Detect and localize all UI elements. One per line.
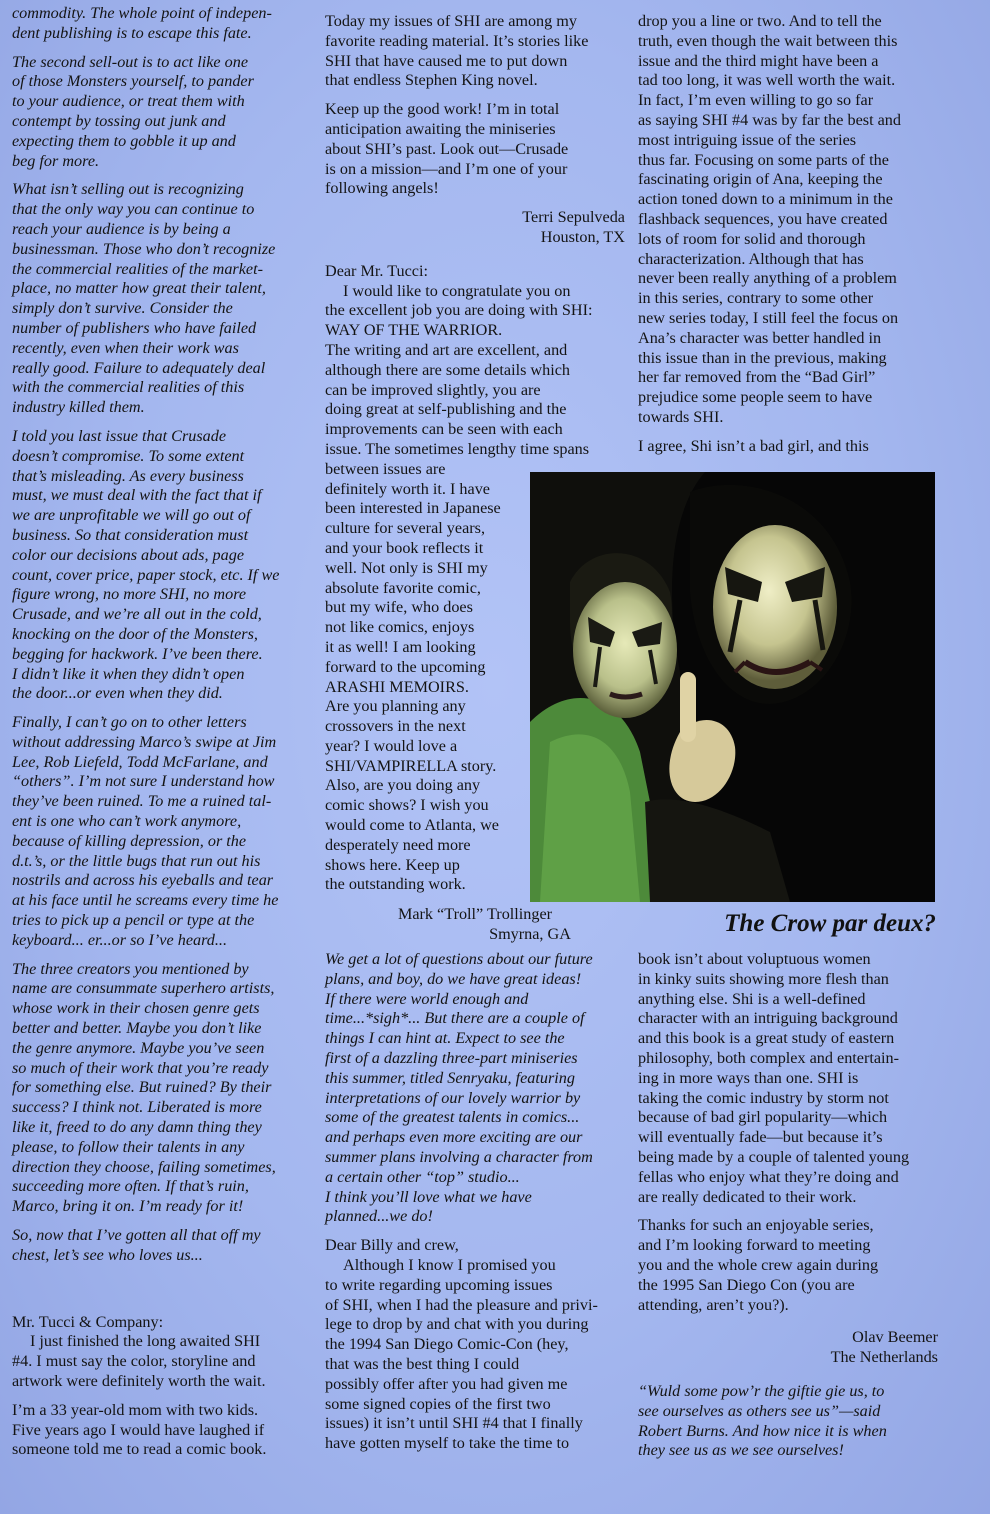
letter-body: drop you a line or two. And to tell the truth, even though the wait between this issue and the third might have been a tad too long, it was well worth the wait. In fact, I’m even willing to go so far as saying SHI #4 was by far the best and most intriguing issue of the series thus far. Focusing on some parts of the fascinating origin of Ana, keeping the action toned down to a minimum in the flashback sequences, you have created lots of room for solid and thorough characterization. Although that has never been really anything of a problem in this series, contrary to some other new series today, I still feel the focus on Ana’s character was better handled in this issue than in the previous, making her far removed from the “Bad Girl” prejudice some people seem to have towards SHI. (638, 12, 901, 426)
editorial-paragraph: The second sell-out is to act like one of those Monsters yourself, to pander to your audience, or treat them with contempt by tossing out junk and expecting them to gobble it up and beg for more. (12, 52, 254, 170)
editorial-paragraph: I told you last issue that Crusade doesn’t compromise. To some extent that’s misleading. As every business must, we must deal with the fact that if we are unprofitable we will go out of business. So that consideration must color our decisions about ads, page count, cover price, paper stock, etc. If we figure wrong, no more SHI, no more Crusade, and we’re all out in the cold, knocking on the door of the Monsters, begging for hackwork. I’ve been there. I didn’t like it when they didn’t open the door...or even when they did. (12, 426, 280, 703)
letter-paragraph: book isn’t about voluptuous women in kinky suits showing more flesh than anything else. Shi is a well-defined character with an intriguing background and this book is a great study of eastern philosophy, both complex and entertain- ing in more ways than one. SHI is taking the comic industry by storm not because of bad girl popularity—which will eventually fade—but because it’s being made by a couple of talented young fellas who enjoy what they’re doing and are really dedicated to their work. (638, 950, 910, 1206)
editorial-paragraph: The three creators you mentioned by name are consummate superhero artists, whose work in their chosen genre gets better and better. Maybe you don’t like the genre anymore. Maybe you’ve seen so much of their work that you’re ready for something else. But ruined? By their success? I think not. Liberated is more like it, freed to do any damn thing they please, to follow their talents in any direction they choose, failing sometimes, succeeding more often. If that’s ruin, Marco, bring it on. I’m ready for it! (12, 959, 276, 1216)
letter-signature: Olav Beemer The Netherlands (830, 1328, 938, 1367)
letter-signature: Terri Sepulveda Houston, TX (522, 208, 625, 246)
crow-photo (530, 472, 935, 902)
editorial-text (12, 4, 312, 1266)
letter-paragraph: Today my issues of SHI are among my favorite reading material. It’s stories like SHI that have caused me to put down that endless Stephen King novel. (325, 12, 589, 90)
editorial-paragraph: So, now that I’ve gotten all that off my chest, let’s see who loves us... (12, 1226, 261, 1264)
column-1 (12, 4, 312, 1469)
letter-body: I agree, Shi isn’t a bad girl, and this (638, 436, 869, 455)
letter-paragraph: I’m a 33 year-old mom with two kids. Five years ago I would have laughed if someone told me to read a comic book. (12, 1400, 267, 1459)
letter-paragraph: I just finished the long awaited SHI #4. I must say the color, storyline and artwork were definitely worth the wait. (12, 1332, 266, 1390)
letter-signature: Mark “Troll” Trollinger Smyrna, GA (397, 905, 571, 944)
column-2-bottom (325, 950, 625, 1454)
letter-salutation: Dear Mr. Tucci: (325, 261, 428, 280)
editor-reply: We get a lot of questions about our future plans, and boy, do we have great ideas! If there were world enough and time...*sigh*... But there are a couple of things I can hint at. Expect to see the first of a dazzling three-part miniseries this summer, titled Senryaku, featuring interpretations of our lovely warrior by some of the greatest talents in comics... and perhaps even more exciting are our summer plans involving a character from a certain other “top” studio... I think you’ll love what we have planned...we do! (325, 950, 593, 1226)
letter-body: I would like to congratulate you on the excellent job you are doing with SHI: WAY OF THE WARRIOR. The writing and art are excellent, and although there are some details which can be improved slightly, you are doing great at self-publishing and the improvements can be seen with each issue. The sometimes lengthy time spans between issues are definitely worth it. I have been interested in Japanese culture for several years, and your book reflects it well. Not only is SHI my absolute favorite comic, but my wife, who does not like comics, enjoys it as well! I am looking forward to the upcoming ARASHI MEMOIRS. Are you planning any crossovers in the next year? I would love a SHI/VAMPIRELLA story. Also, are you doing any comic shows? I wish you would come to Atlanta, we desperately need more shows here. Keep up the outstanding work. (325, 281, 593, 894)
letter-paragraph: Keep up the good work! I’m in total anticipation awaiting the miniseries about SHI’s past. Look out—Crusade is on a mission—and I’m one of your following angels! (325, 100, 569, 198)
editorial-paragraph: What isn’t selling out is recognizing that the only way you can continue to reach your audience is by being a businessman. Those who don’t recognize the commercial realities of the market- place, no matter how great their talent, simply don’t survive. Consider the number of publishers who have failed recently, even when their work was really good. Failure to adequately deal with the commercial realities of this industry killed them. (12, 180, 276, 417)
column-3-top (638, 12, 938, 457)
editorial-paragraph: Finally, I can’t go on to other letters without addressing Marco’s swipe at Jim Lee, Rob Liefeld, Todd McFarlane, and “others”. I’m not sure I understand how they’ve been ruined. To me a ruined tal- ent is one who can’t work anymore, because of killing depression, or the d.t.’s, or the little bugs that run out his nostrils and across his eyeballs and tear at his face until he screams every time he tries to pick up a pencil or type at the keyboard... er...or so I’ve heard... (12, 713, 279, 949)
editorial-paragraph: commodity. The whole point of indepen- dent publishing is to escape this fate. (12, 4, 272, 42)
letter-salutation: Mr. Tucci & Company: (12, 1312, 164, 1331)
column-3-bottom (638, 950, 938, 1470)
letter-body: Although I know I promised you to write regarding upcoming issues of SHI, when I had the pleasure and privi- lege to drop by and chat with you during the 1994 San Diego Comic-Con (hey, that was the best thing I could possibly offer after you had given me some signed copies of the first two issues) it isn’t until SHI #4 that I finally have gotten myself to take the time to (325, 1255, 598, 1453)
photo-illustration (530, 472, 935, 902)
photo-caption: The Crow par deux? (724, 910, 936, 937)
letter-paragraph: Thanks for such an enjoyable series, and I’m looking forward to meeting you and the whole crew again during the 1995 San Diego Con (you are attending, aren’t you?). (638, 1216, 879, 1314)
editor-reply: “Wuld some pow’r the giftie gie us, to see ourselves as others see us”—said Robert Burns. And how nice it is when they see us as we see ourselves! (638, 1381, 887, 1460)
letter-salutation: Dear Billy and crew, (325, 1236, 459, 1255)
